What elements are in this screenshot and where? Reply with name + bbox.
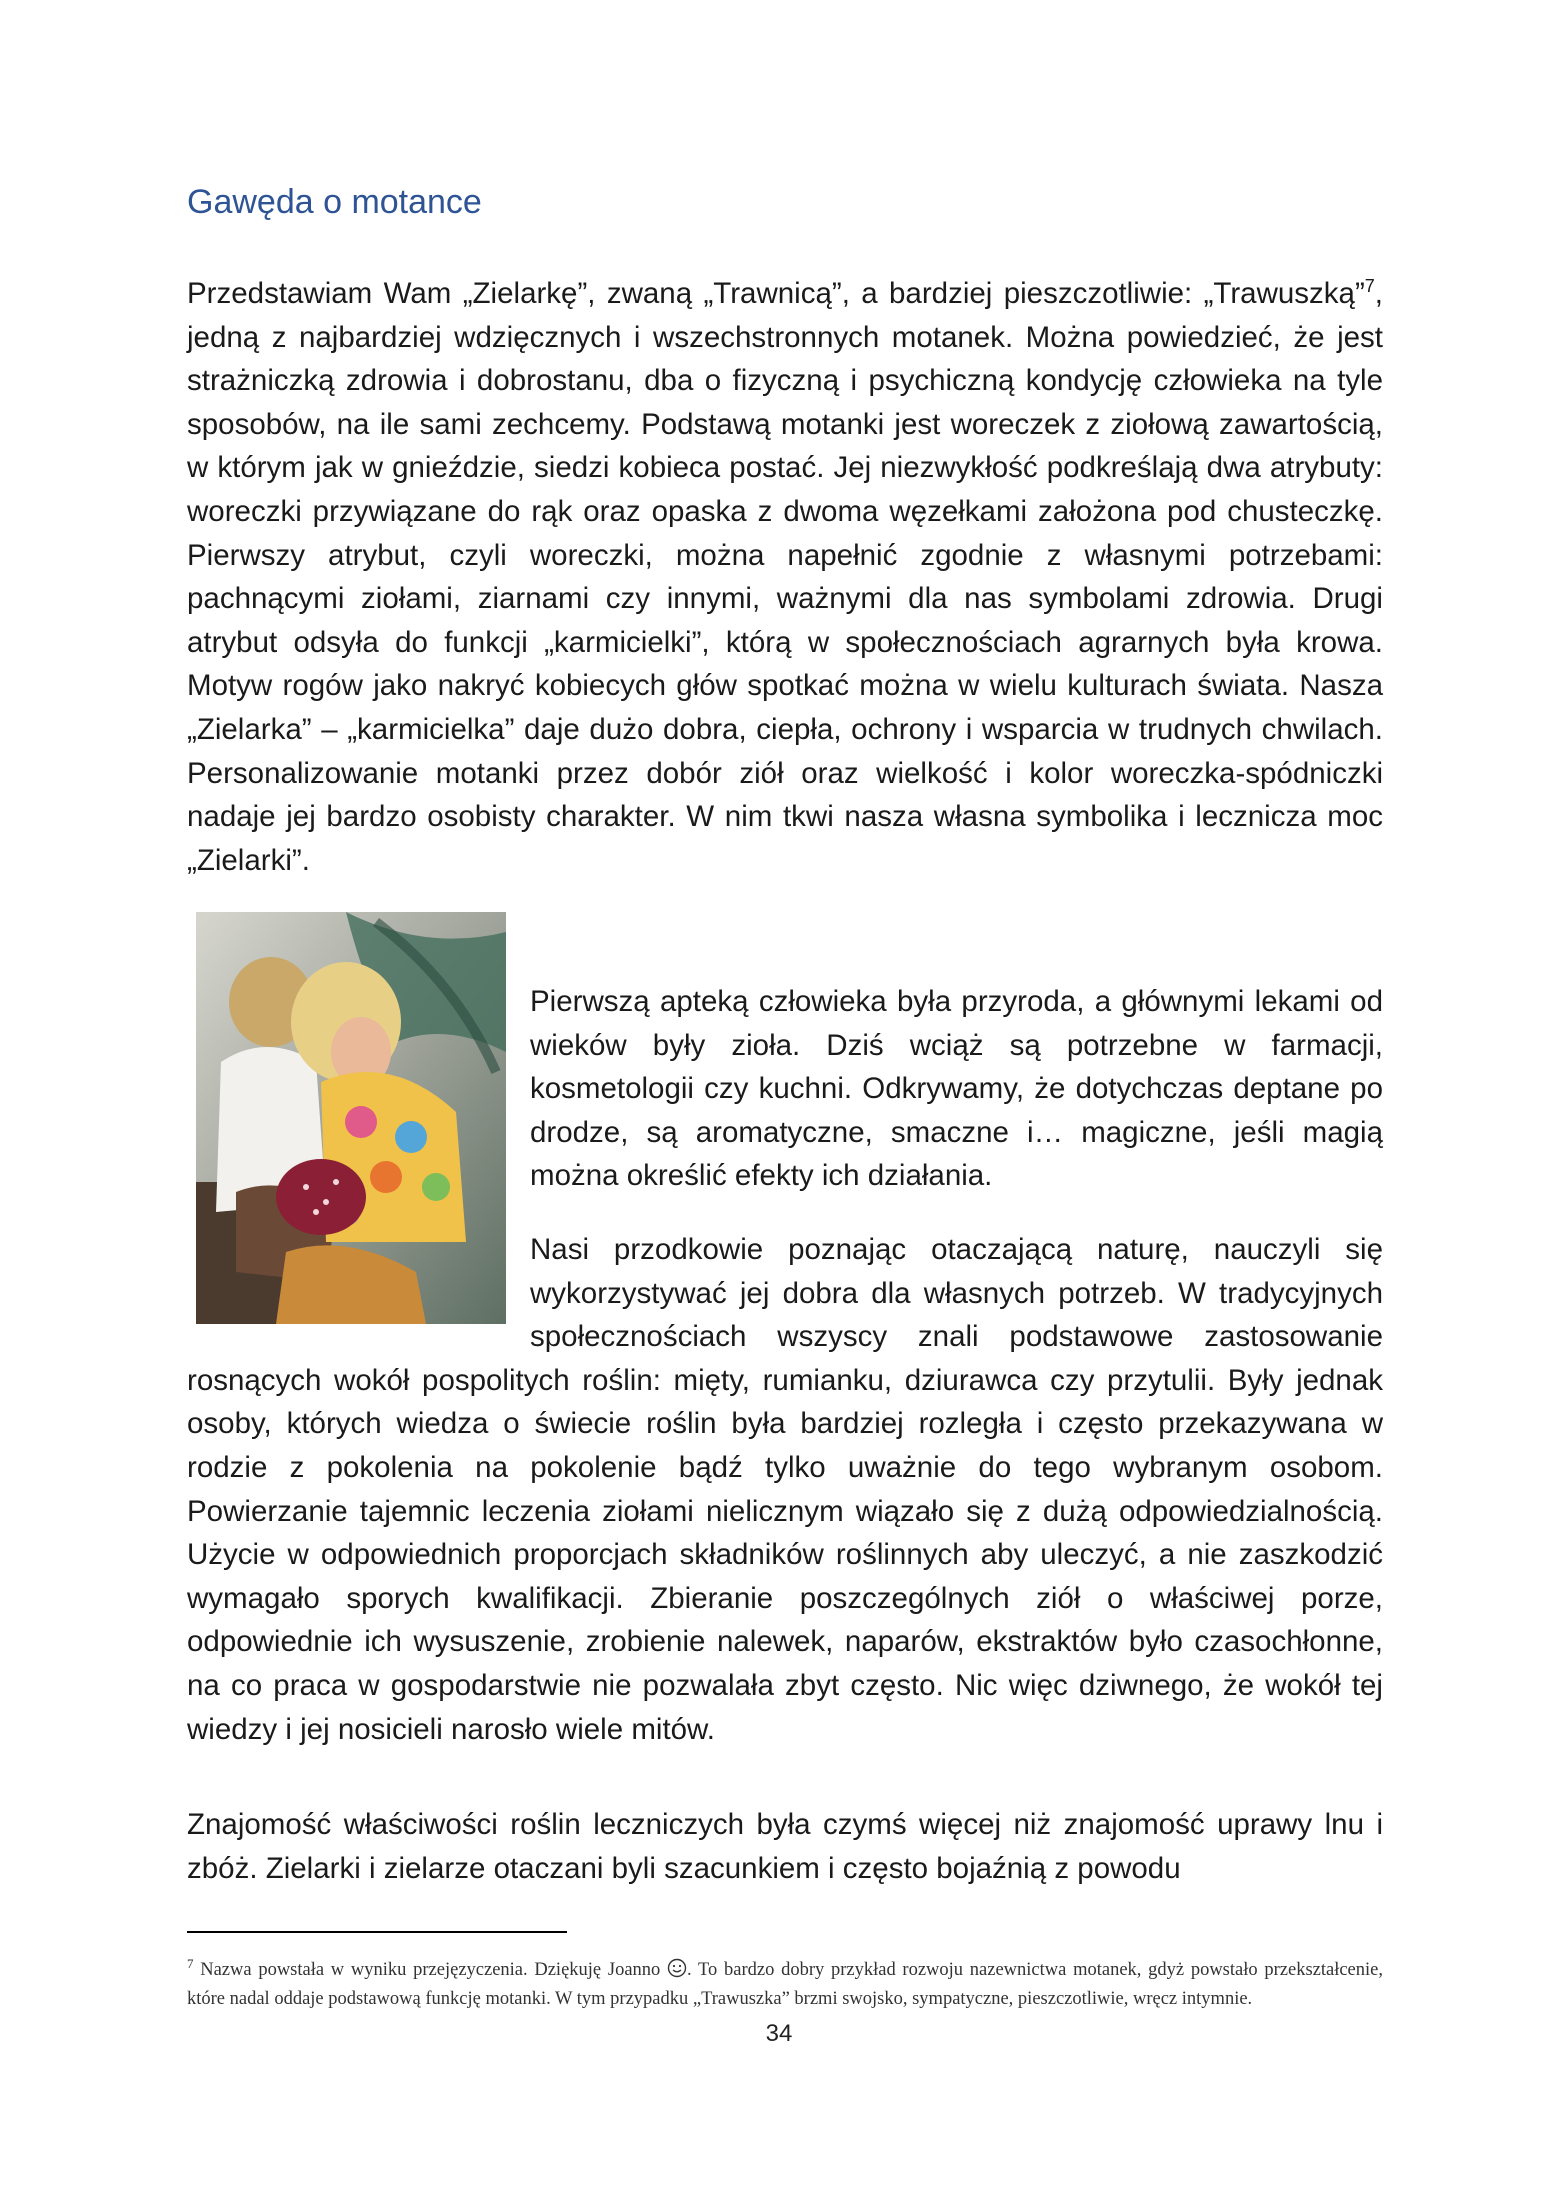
workshop-photo (196, 912, 506, 1324)
footnote-number: 7 (187, 1956, 194, 1971)
footnote (187, 1951, 1383, 2012)
footnote-text-b: . To bardzo dobry przykład rozwoju nazewnictwa motanek, gdyż powstało przekształcenie, które nadal oddaje podstawową funkcję motanki. W tym przypadku „Trawuszka” brzmi swojsko, sympatyczne, pieszczotliwie, wręcz intymnie. (187, 1960, 1383, 2010)
smiley-icon (667, 1958, 687, 1986)
footnote-reference[interactable]: 7 (1364, 276, 1375, 297)
paragraph-intro-text-a: Przedstawiam Wam „Zielarkę”, zwaną „Trawnicą”, a bardziej pieszczotliwie: „Trawuszką” (187, 277, 1365, 310)
section-heading: Gawęda o motance (187, 183, 482, 221)
paragraph-intro-text-b: , jedną z najbardziej wdzięcznych i wszechstronnych motanek. Można powiedzieć, że jest strażniczką zdrowia i dobrostanu, dba o fizyczną i psychiczną kondycję człowieka na tyle sposobów, na ile sami zechcemy. Podstawą motanki jest woreczek z ziołową zawartością, w którym jak w gnieździe, siedzi kobieca postać. Jej niezwykłość podkreślają dwa atrybuty: woreczki przywiązane do rąk oraz opaska z dwoma węzełkami założona pod chusteczkę. Pierwszy atrybut, czyli woreczki, można napełnić zgodnie z własnymi potrzebami: pachnącymi ziołami, ziarnami czy innymi, ważnymi dla nas symbolami zdrowia. Drugi atrybut odsyła do funkcji „karmicielki”, którą w społecznościach agrarnych była krowa. Motyw rogów jako nakryć kobiecych głów spotkać można w wielu kulturach świata. Nasza „Zielarka” – „karmicielka” daje dużo dobra, ciepła, ochrony i wsparcia w trudnych chwilach. Personalizowanie motanki przez dobór ziół oraz wielkość i kolor woreczka-spódniczki nadaje jej bardzo osobisty charakter. W nim tkwi nasza własna symbolika i lecznicza moc „Zielarki”. (187, 277, 1383, 877)
paragraph-herbal-knowledge-text: Znajomość właściwości roślin leczniczych była czymś więcej niż znajomość uprawy lnu i zbóż. Zielarki i zielarze otaczani byli szacunkiem i często bojaźnią z powodu (187, 1808, 1383, 1885)
paragraph-ancestors-text: Nasi przodkowie poznając otaczającą naturę, nauczyli się wykorzystywać jej dobra dla własnych potrzeb. W tradycyjnych społecznościach wszyscy znali podstawowe zastosowanie rosnących wokół pospolitych roślin: mięty, rumianku, dziurawca czy przytulii. Były jednak osoby, których wiedza o świecie roślin była bardziej rozległa i często przekazywana w rodzie z pokolenia na pokolenie bądź tylko uważnie do tego wybranym osobom. Powierzanie tajemnic leczenia ziołami nielicznym wiązało się z dużą odpowiedzialnością. Użycie w odpowiednich proporcjach składników roślinnych aby uleczyć, a nie zaszkodzić wymagało sporych kwalifikacji. Zbieranie poszczególnych ziół o właściwej porze, odpowiednie ich wysuszenie, zrobienie nalewek, naparów, ekstraktów było czasochłonne, na co praca w gospodarstwie nie pozwalała zbyt często. Nic więc dziwnego, że wokół tej wiedzy i jej nosicieli narosło wiele mitów. (187, 1232, 1383, 1746)
photo-text-block (187, 912, 1383, 1751)
paragraph-herbal-knowledge (187, 1803, 1383, 1890)
footnote-text-a: Nazwa powstała w wyniku przejęzyczenia. Dziękuję Joanno (193, 1960, 668, 1981)
page-number: 34 (765, 2020, 793, 2047)
paragraph-nature-pharmacy-text: Pierwszą apteką człowieka była przyroda, a głównymi lekami od wieków były zioła. Dziś wciąż są potrzebne w farmacji, kosmetologii czy kuchni. Odkrywamy, że dotychczas deptane po drodze, są aromatyczne, smaczne i… magiczne, jeśli magią można określić efekty ich działania. (530, 985, 1383, 1193)
workshop-photo-illustration (196, 912, 506, 1324)
paragraph-intro (187, 272, 1383, 882)
footnote-separator (187, 1931, 567, 1933)
